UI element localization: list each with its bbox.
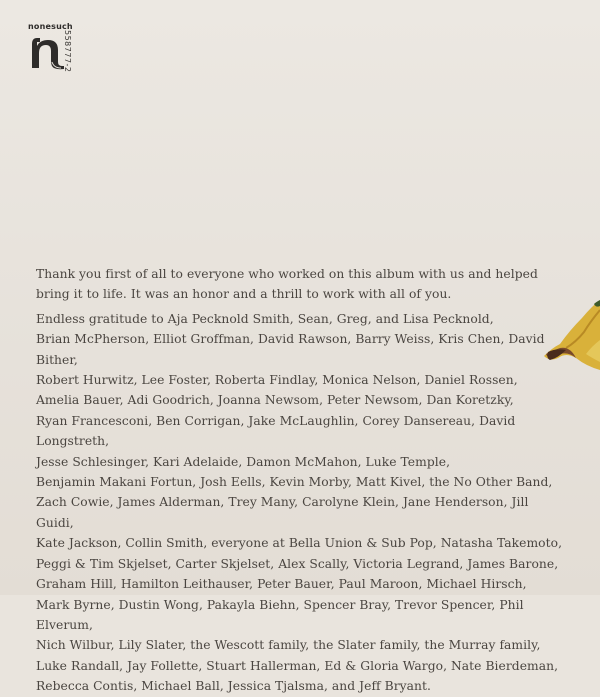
text-line: bring it to life. It was an honor and a thrill to work with all of you. — [36, 287, 452, 302]
text-line: Graham Hill, Hamilton Leithauser, Peter Bauer, Paul Maroon, Michael Hirsch, — [36, 577, 527, 592]
text-line: Kate Jackson, Collin Smith, everyone at Bella Union & Sub Pop, Natasha Takemoto, — [36, 536, 563, 551]
thanks-intro — [36, 264, 566, 305]
text-line: Mark Byrne, Dustin Wong, Pakayla Biehn, Spencer Bray, Trevor Spencer, Phil Elverum, — [36, 597, 524, 632]
text-line: Endless gratitude to Aja Pecknold Smith, Sean, Greg, and Lisa Pecknold, — [36, 311, 494, 326]
logo-brand: nonesuch — [28, 22, 73, 31]
nonesuch-n-icon — [28, 32, 68, 72]
text-line: Nich Wilbur, Lily Slater, the Wescott family, the Slater family, the Murray family, — [36, 638, 541, 653]
text-line: Ryan Francesconi, Ben Corrigan, Jake McLaughlin, Corey Dansereau, David Longstreth, — [36, 413, 516, 449]
text-line: Rebecca Contis, Michael Ball, Jessica Tjalsma, and Jeff Bryant. — [36, 679, 431, 694]
text-line: Brian McPherson, Elliot Groffman, David Rawson, Barry Weiss, Kris Chen, David Bither, — [36, 332, 545, 367]
leaf-icon — [536, 300, 600, 390]
text-line: Amelia Bauer, Adi Goodrich, Joanna Newsom, Peter Newsom, Dan Koretzky, — [36, 393, 514, 408]
text-line: Peggi & Tim Skjelset, Carter Skjelset, Alex Scally, Victoria Legrand, James Barone, — [36, 556, 559, 571]
text-line: Robert Hurwitz, Lee Foster, Roberta Findlay, Monica Nelson, Daniel Rossen, — [36, 373, 518, 388]
text-line: Benjamin Makani Fortun, Josh Eells, Kevin Morby, Matt Kivel, the No Other Band, — [36, 475, 553, 490]
nonesuch-logo — [28, 22, 88, 82]
catalog-number: 558777-2 — [63, 30, 72, 73]
text-line: Jesse Schlesinger, Kari Adelaide, Damon McMahon, Luke Temple, — [36, 454, 451, 469]
thanks-names — [36, 309, 566, 697]
text-line: Zach Cowie, James Alderman, Trey Many, Carolyne Klein, Jane Henderson, Jill Guidi, — [36, 495, 529, 530]
thanks-text — [36, 264, 566, 697]
text-line: Luke Randall, Jay Follette, Stuart Hallerman, Ed & Gloria Wargo, Nate Bierdeman, — [36, 658, 559, 673]
text-line: Thank you first of all to everyone who worked on this album with us and helped — [36, 267, 538, 281]
